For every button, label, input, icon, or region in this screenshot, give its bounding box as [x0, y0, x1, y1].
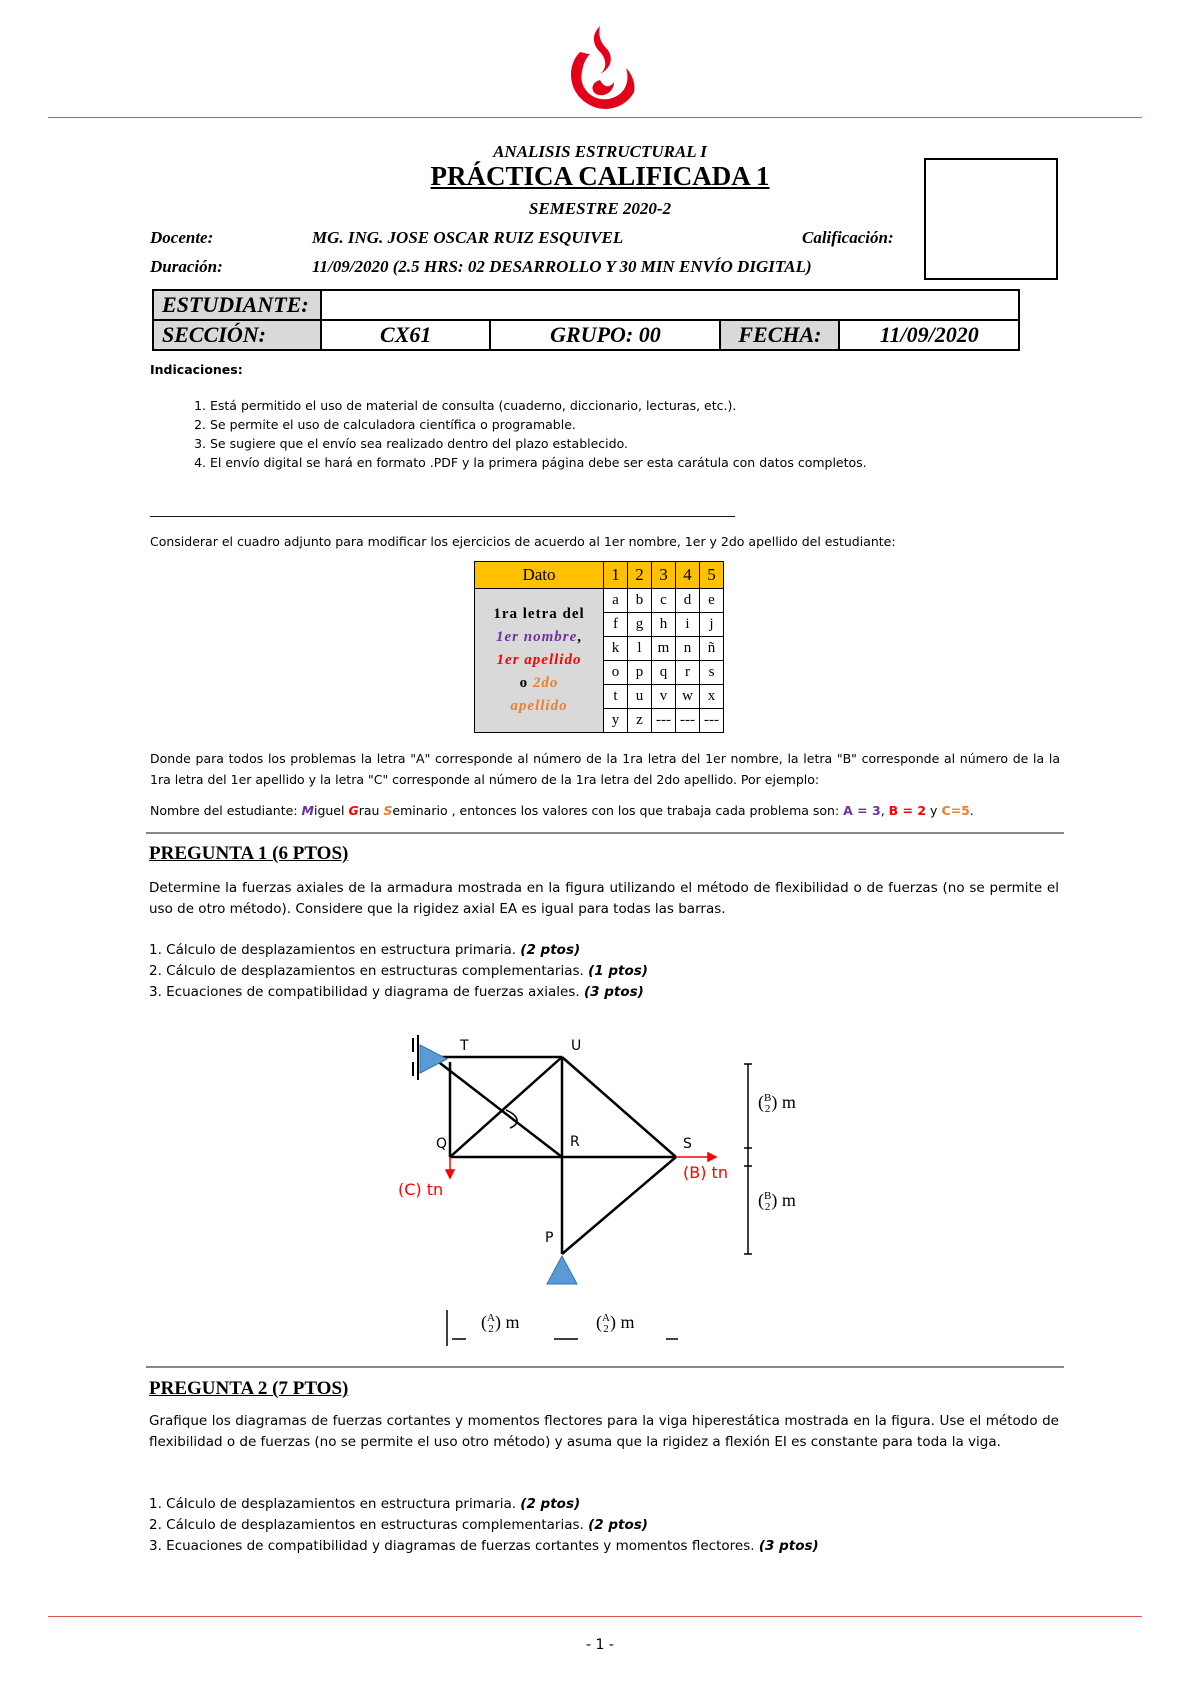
- indicaciones-title: Indicaciones:: [150, 362, 243, 377]
- table-cell: g: [628, 613, 652, 637]
- dato-header: Dato: [475, 562, 604, 589]
- table-cell: k: [604, 637, 628, 661]
- table-cell: p: [628, 661, 652, 685]
- dato-number: 3: [652, 562, 676, 589]
- table-cell: j: [700, 613, 724, 637]
- course-name: ANALISIS ESTRUCTURAL I: [493, 142, 707, 161]
- node-label-u: U: [571, 1038, 582, 1054]
- page-number: - 1 -: [586, 1637, 614, 1653]
- dato-label-apellido1: 1er apellido: [496, 652, 582, 668]
- duracion-value: 11/09/2020 (2.5 HRS: 02 DESARROLLO Y 30 MIN ENVÍO DIGITAL): [312, 257, 812, 276]
- seccion-value: CX61: [321, 320, 490, 350]
- example-initial-3: S: [383, 803, 393, 818]
- dato-number: 2: [628, 562, 652, 589]
- example-sep: y: [926, 803, 942, 818]
- pregunta-1-text: Determine la fuerzas axiales de la armadura mostrada en la figura utilizando el método de flexibilidad o de fuerzas (no se permite el uso de otro método). Considere que la rigidez axial EA es igual para todas las barras.: [149, 880, 1059, 917]
- fecha-value: 11/09/2020: [839, 320, 1019, 350]
- duracion-label: Duración:: [150, 257, 223, 276]
- list-item: 3. Ecuaciones de compatibilidad y diagramas de fuerzas cortantes y momentos flectores. (3 ptos): [149, 1538, 819, 1554]
- semester: SEMESTRE 2020-2: [528, 199, 672, 218]
- table-cell: o: [604, 661, 628, 685]
- list-item: 2. Se permite el uso de calculadora científica o programable.: [210, 415, 867, 434]
- table-cell: ---: [652, 709, 676, 733]
- example-initial-2: G: [348, 803, 359, 818]
- example-b-value: B = 2: [888, 803, 927, 818]
- table-cell: n: [676, 637, 700, 661]
- page-title: PRÁCTICA CALIFICADA 1: [430, 161, 770, 191]
- example-name-1: iguel: [313, 803, 349, 818]
- explanation-text: Donde para todos los problemas la letra "A" corresponde al número de la 1ra letra del 1er nombre, la letra "B" corresponde al número de la la 1ra letra del 1er apellido y la letra "C" corresponde al número de la 1ra letra del 2do apellido. Por ejemplo:: [150, 751, 1060, 787]
- table-cell: z: [628, 709, 652, 733]
- fecha-label: FECHA:: [720, 320, 839, 350]
- dato-label-line1: 1ra letra del: [493, 606, 585, 622]
- pregunta-2-title: PREGUNTA 2 (7 PTOS): [149, 1378, 349, 1399]
- table-cell: h: [652, 613, 676, 637]
- docente-value: MG. ING. JOSE OSCAR RUIZ ESQUIVEL: [312, 228, 624, 247]
- section-rule: [146, 1366, 1064, 1368]
- node-label-s: S: [683, 1136, 692, 1152]
- grupo-label: GRUPO: 00: [490, 320, 720, 350]
- dato-number: 5: [700, 562, 724, 589]
- load-label-b: (B) tn: [683, 1163, 728, 1182]
- pregunta-1-title: PREGUNTA 1 (6 PTOS): [149, 843, 349, 864]
- node-label-p: P: [545, 1230, 554, 1246]
- table-cell: ñ: [700, 637, 724, 661]
- example-initial-1: M: [301, 803, 314, 818]
- example-sep: ,: [880, 803, 889, 818]
- table-cell: r: [676, 661, 700, 685]
- dato-label-apellido2a: 2do: [532, 675, 559, 691]
- list-item: 2. Cálculo de desplazamientos en estructuras complementarias. (2 ptos): [149, 1517, 648, 1533]
- table-cell: q: [652, 661, 676, 685]
- table-cell: x: [700, 685, 724, 709]
- separator-line: __________________________________________________________________________________________: [150, 503, 735, 518]
- calificacion-label: Calificación:: [802, 228, 894, 247]
- table-cell: s: [700, 661, 724, 685]
- dato-label-o: o: [519, 675, 529, 691]
- table-cell: ---: [676, 709, 700, 733]
- dim-b-lower: (B 2) m: [758, 1189, 796, 1213]
- pregunta-2-text: Grafique los diagramas de fuerzas cortantes y momentos flectores para la viga hiperestática mostrada en la figura. Use el método de flexibilidad o de fuerzas (no se permite el uso otro método) y asuma que la rigidez a flexión EI es constante para toda la viga.: [149, 1413, 1059, 1450]
- table-cell: b: [628, 589, 652, 613]
- dim-a-right: (A 2) m: [596, 1311, 635, 1335]
- dato-label-apellido2b: apellido: [510, 698, 568, 714]
- seccion-label: SECCIÓN:: [153, 320, 321, 350]
- table-cell: d: [676, 589, 700, 613]
- load-label-c: (C) tn: [398, 1180, 444, 1199]
- table-cell: e: [700, 589, 724, 613]
- footer-rule: [48, 1616, 1142, 1617]
- table-cell: l: [628, 637, 652, 661]
- node-label-q: Q: [436, 1136, 448, 1152]
- list-item: 1. Cálculo de desplazamientos en estructura primaria. (2 ptos): [149, 942, 581, 958]
- example-end: .: [969, 803, 974, 818]
- node-label-t: T: [460, 1038, 469, 1054]
- list-item: 4. El envío digital se hará en formato .PDF y la primera página debe ser esta carátula con datos completos.: [210, 453, 867, 472]
- example-name-3: eminario: [392, 803, 448, 818]
- example-c-value: C=5: [941, 803, 970, 818]
- example-middle: , entonces los valores con los que trabaja cada problema son:: [447, 803, 844, 818]
- list-item: 1. Está permitido el uso de material de consulta (cuaderno, diccionario, lecturas, etc.).: [210, 396, 867, 415]
- example-name-2: rau: [358, 803, 384, 818]
- table-cell: u: [628, 685, 652, 709]
- list-item: 3. Se sugiere que el envío sea realizado dentro del plazo establecido.: [210, 434, 867, 453]
- table-cell: t: [604, 685, 628, 709]
- docente-label: Docente:: [150, 228, 214, 247]
- dim-a-left: (A 2) m: [481, 1311, 520, 1335]
- table-cell: w: [676, 685, 700, 709]
- example-prefix: Nombre del estudiante:: [150, 803, 302, 818]
- table-cell: m: [652, 637, 676, 661]
- node-label-r: R: [570, 1134, 580, 1150]
- table-cell: c: [652, 589, 676, 613]
- estudiante-label: ESTUDIANTE:: [153, 290, 321, 320]
- table-cell: i: [676, 613, 700, 637]
- dim-b-upper: (B 2) m: [758, 1091, 796, 1115]
- intro-text: Considerar el cuadro adjunto para modificar los ejercicios de acuerdo al 1er nombre, 1er y 2do apellido del estudiante:: [150, 534, 896, 549]
- dato-label-nombre: 1er nombre: [496, 629, 578, 645]
- table-cell: v: [652, 685, 676, 709]
- table-cell: ---: [700, 709, 724, 733]
- pregunta-2-steps: [149, 1494, 819, 1557]
- dato-number: 1: [604, 562, 628, 589]
- table-cell: y: [604, 709, 628, 733]
- list-item: 3. Ecuaciones de compatibilidad y diagrama de fuerzas axiales. (3 ptos): [149, 984, 644, 1000]
- example-a-value: A = 3: [843, 803, 881, 818]
- dato-label-comma: ,: [577, 629, 582, 645]
- table-cell: a: [604, 589, 628, 613]
- table-cell: f: [604, 613, 628, 637]
- list-item: 1. Cálculo de desplazamientos en estructura primaria. (2 ptos): [149, 1496, 581, 1512]
- dato-number: 4: [676, 562, 700, 589]
- list-item: 2. Cálculo de desplazamientos en estructuras complementarias. (1 ptos): [149, 963, 648, 979]
